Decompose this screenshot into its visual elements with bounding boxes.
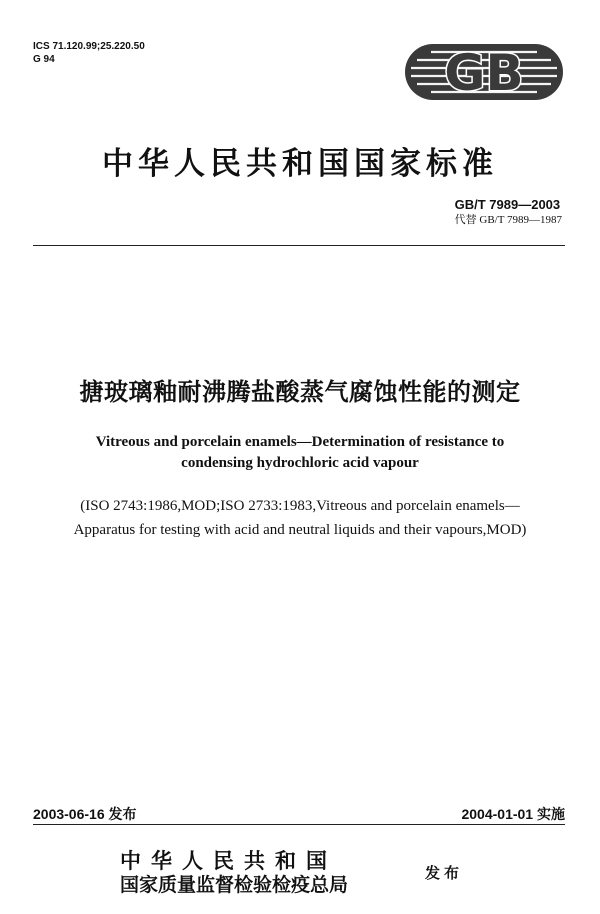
ics-classification — [33, 40, 145, 66]
issue-date: 2003-06-16 发布 — [33, 806, 137, 822]
gb-logo — [403, 42, 565, 102]
standard-number: GB/T 7989—2003 — [454, 197, 561, 212]
national-standard-title: 中华人民共和国国家标准 — [102, 146, 498, 182]
standard-number-block — [455, 197, 562, 227]
iso-reference-line2: Apparatus for testing with acid and neutral liquids and their vapours,MOD) — [73, 522, 527, 538]
implementation-date: 2004-01-01 实施 — [461, 806, 565, 822]
ics-code: ICS 71.120.99;25.220.50 — [33, 41, 145, 52]
issuer-suffix: 发布 — [425, 864, 464, 882]
iso-reference — [0, 494, 600, 542]
bottom-divider — [33, 824, 565, 825]
iso-reference-line1: (ISO 2743:1986,MOD;ISO 2733:1983,Vitreous and porcelain enamels— — [80, 498, 520, 514]
english-title — [0, 432, 600, 474]
english-title-line1: Vitreous and porcelain enamels—Determination of resistance to — [95, 434, 505, 450]
top-divider — [33, 245, 565, 246]
issuer-line2: 国家质量监督检验检疫总局 — [120, 874, 349, 896]
gb-logo-text: GB — [444, 44, 524, 102]
ccs-code: G 94 — [33, 54, 55, 65]
issuer-block — [120, 849, 348, 897]
english-title-line2: condensing hydrochloric acid vapour — [181, 455, 419, 471]
chinese-title: 搪玻璃釉耐沸腾盐酸蒸气腐蚀性能的测定 — [79, 378, 521, 406]
replaces-standard: 代替 GB/T 7989—1987 — [454, 214, 562, 226]
issuer-line1: 中华人民共和国 — [120, 848, 337, 873]
